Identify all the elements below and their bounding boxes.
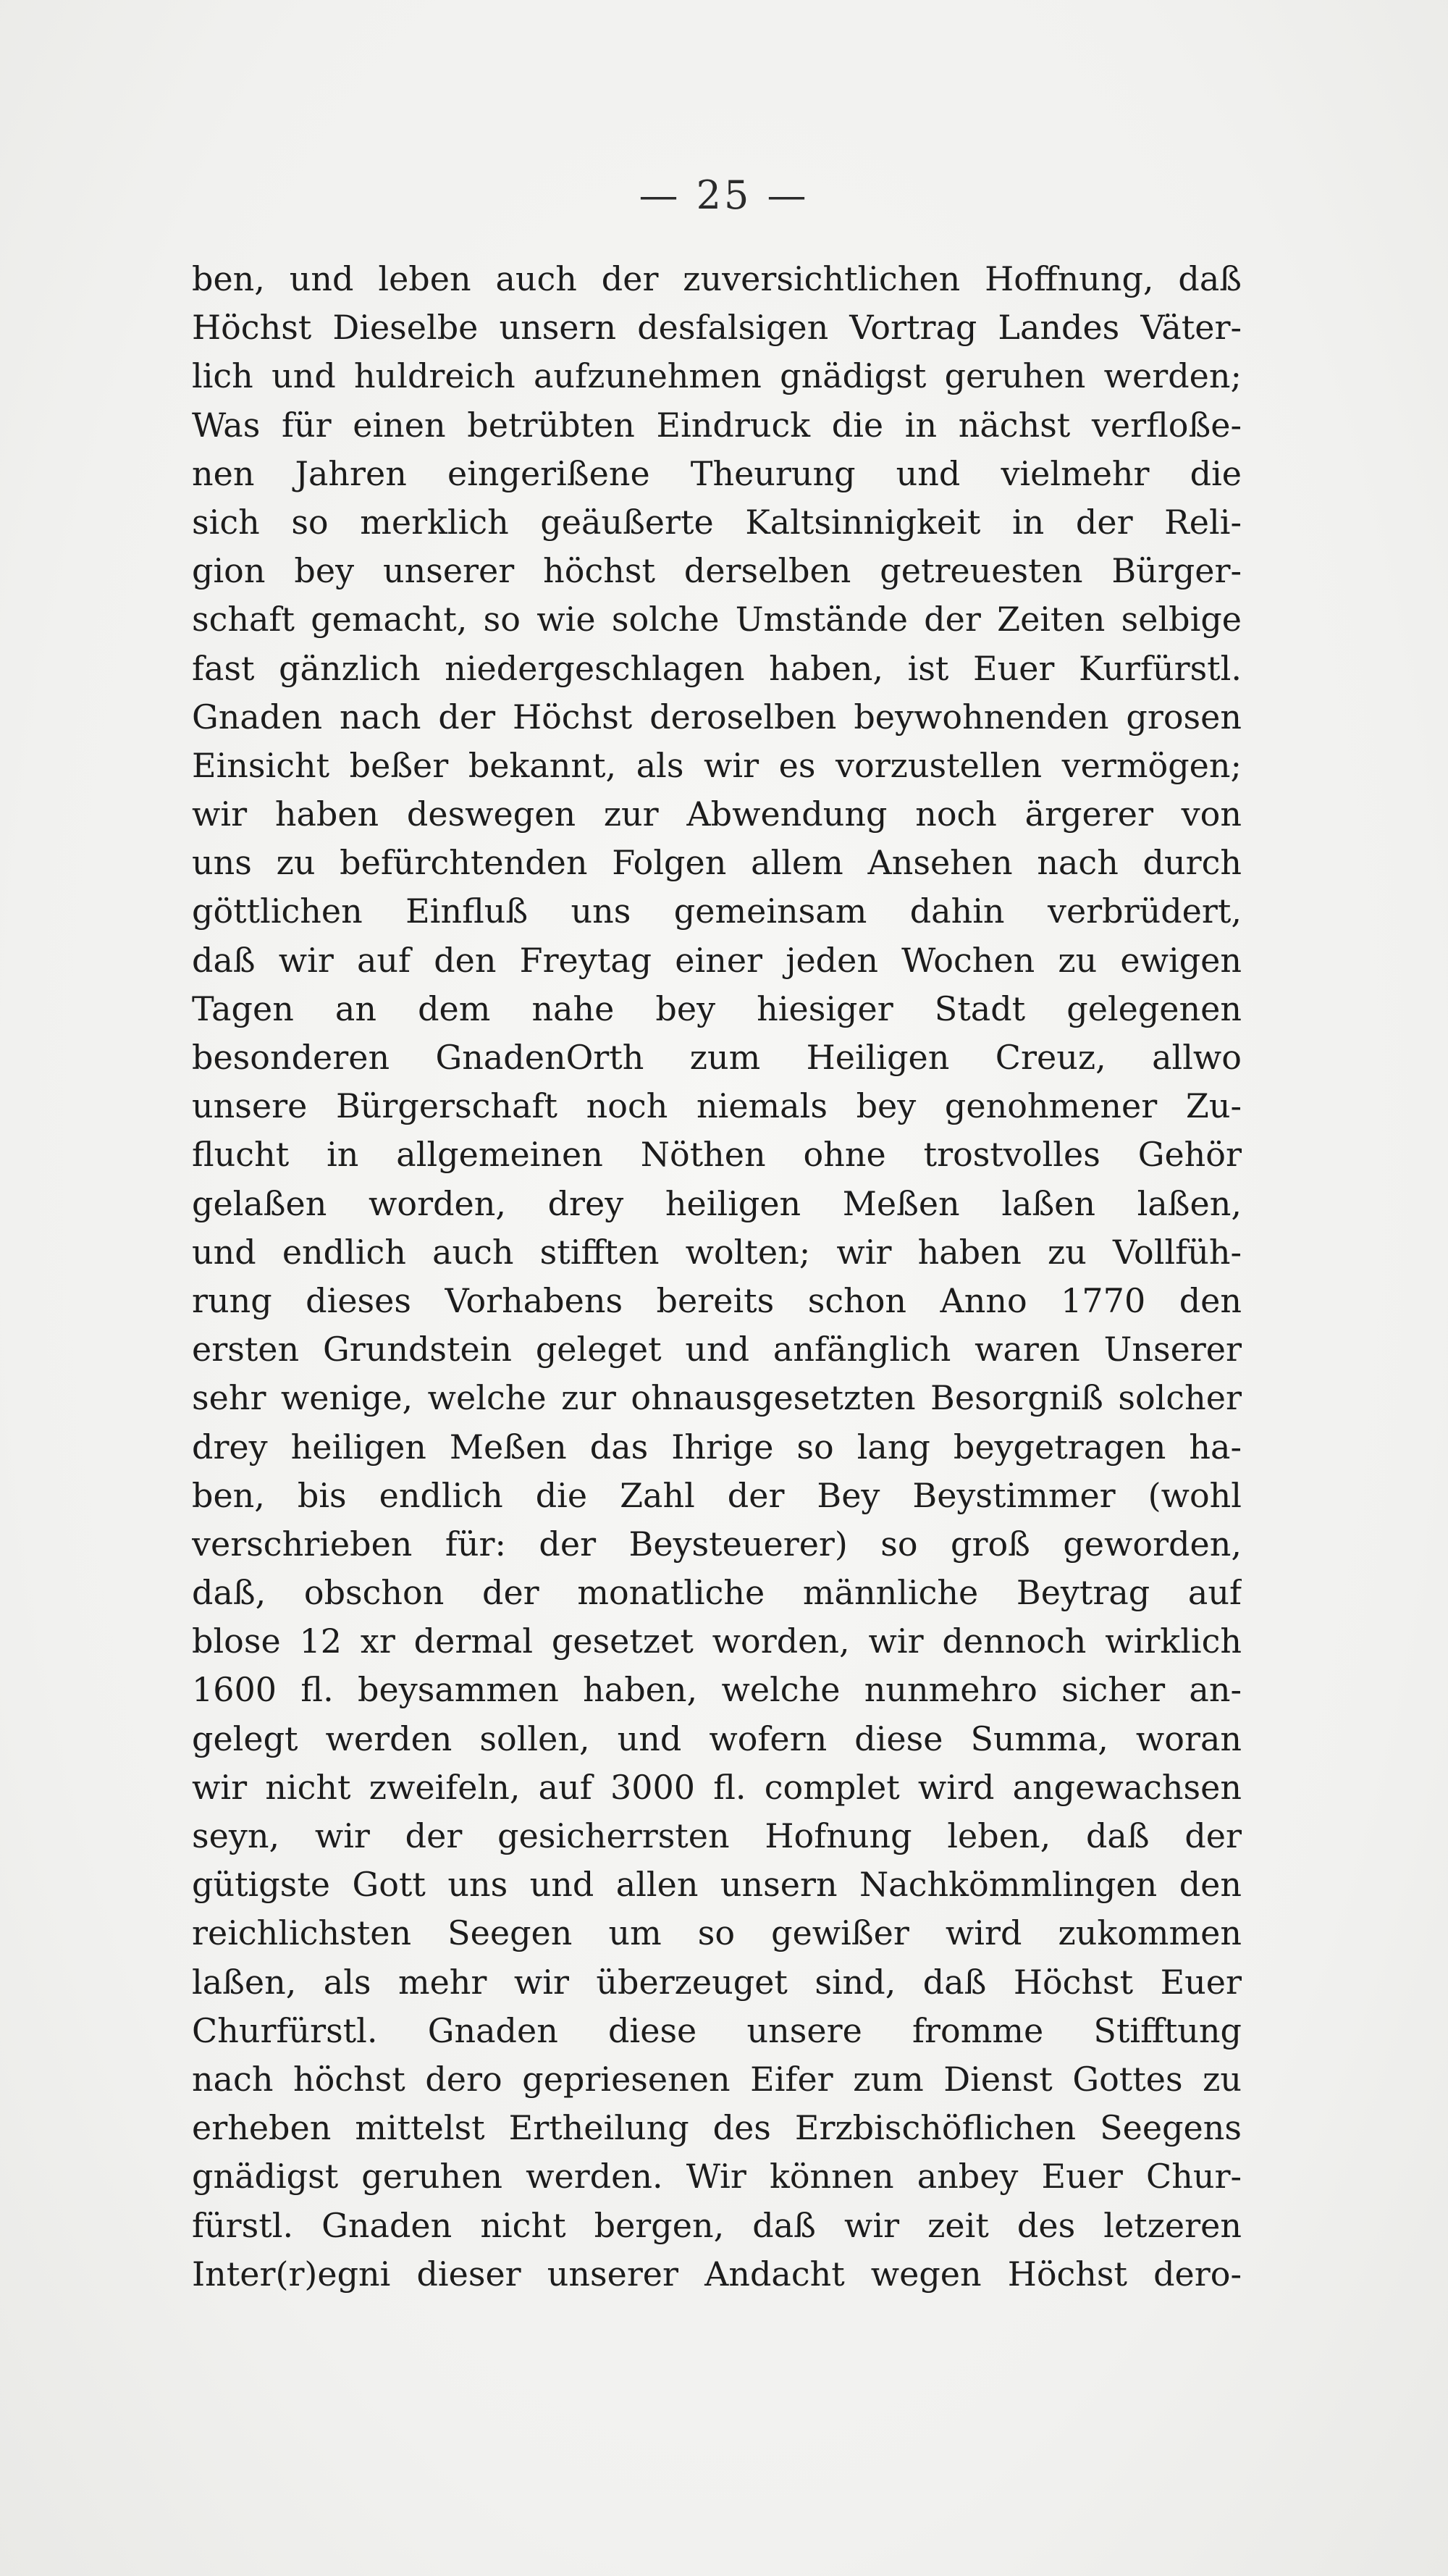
text-line: göttlichen Einfluß uns gemeinsam dahin verbrüdert, bbox=[192, 891, 1242, 931]
text-line: daß wir auf den Freytag einer jeden Wochen zu ewigen bbox=[192, 940, 1242, 980]
text-line: und endlich auch stifften wolten; wir haben zu Vollfüh- bbox=[192, 1232, 1242, 1272]
text-line: lich und huldreich aufzunehmen gnädigst geruhen werden; bbox=[192, 356, 1242, 396]
text-line: gion bey unserer höchst derselben getreuesten Bürger- bbox=[192, 551, 1242, 591]
text-line: wir nicht zweifeln, auf 3000 fl. complet wird angewachsen bbox=[192, 1767, 1242, 1807]
text-line: sich so merklich geäußerte Kaltsinnigkeit in der Reli- bbox=[192, 502, 1242, 542]
text-line: reichlichsten Seegen um so gewißer wird zukommen bbox=[192, 1913, 1242, 1953]
text-line: gelaßen worden, drey heiligen Meßen laßen laßen, bbox=[192, 1183, 1242, 1223]
text-line: daß, obschon der monatliche männliche Beytrag auf bbox=[192, 1573, 1242, 1613]
text-line: unsere Bürgerschaft noch niemals bey genohmener Zu- bbox=[192, 1086, 1242, 1126]
text-line: uns zu befürchtenden Folgen allem Ansehen nach durch bbox=[192, 843, 1242, 883]
text-line: Gnaden nach der Höchst deroselben beywohnenden grosen bbox=[192, 697, 1242, 737]
text-line: verschrieben für: der Beysteuerer) so groß geworden, bbox=[192, 1524, 1242, 1564]
text-line: laßen, als mehr wir überzeuget sind, daß Höchst Euer bbox=[192, 1962, 1242, 2002]
text-line: gütigste Gott uns und allen unsern Nachkömmlingen den bbox=[192, 1865, 1242, 1905]
text-line: 1600 fl. beysammen haben, welche nunmehro sicher an- bbox=[192, 1670, 1242, 1710]
text-line: Höchst Dieselbe unsern desfalsigen Vortrag Landes Väter- bbox=[192, 308, 1242, 348]
text-line: rung dieses Vorhabens bereits schon Anno 1770 den bbox=[192, 1280, 1242, 1320]
text-line: gnädigst geruhen werden. Wir können anbey Euer Chur- bbox=[192, 2157, 1242, 2197]
text-line: ben, bis endlich die Zahl der Bey Beystimmer (wohl bbox=[192, 1475, 1242, 1515]
text-line: Einsicht beßer bekannt, als wir es vorzustellen vermögen; bbox=[192, 745, 1242, 785]
text-line: Was für einen betrübten Eindruck die in nächst verfloße- bbox=[192, 405, 1242, 445]
text-line: ersten Grundstein geleget und anfänglich waren Unserer bbox=[192, 1330, 1242, 1369]
text-line: Tagen an dem nahe bey hiesiger Stadt gelegenen bbox=[192, 989, 1242, 1028]
text-line: seyn, wir der gesicherrsten Hofnung leben, daß der bbox=[192, 1816, 1242, 1855]
text-line: nen Jahren eingerißene Theurung und vielmehr die bbox=[192, 453, 1242, 493]
text-line: nach höchst dero gepriesenen Eifer zum Dienst Gottes zu bbox=[192, 2059, 1242, 2099]
text-line: sehr wenige, welche zur ohnausgesetzten Besorgniß solcher bbox=[192, 1378, 1242, 1418]
text-line: Inter(r)egni dieser unserer Andacht wegen Höchst dero- bbox=[192, 2254, 1242, 2294]
text-line: schaft gemacht, so wie solche Umstände der Zeiten selbige bbox=[192, 600, 1242, 639]
text-line: besonderen GnadenOrth zum Heiligen Creuz, allwo bbox=[192, 1038, 1242, 1077]
text-line: drey heiligen Meßen das Ihrige so lang beygetragen ha- bbox=[192, 1427, 1242, 1467]
text-line: Churfürstl. Gnaden diese unsere fromme Stifftung bbox=[192, 2010, 1242, 2050]
text-line: flucht in allgemeinen Nöthen ohne trostvolles Gehör bbox=[192, 1135, 1242, 1175]
text-line: fürstl. Gnaden nicht bergen, daß wir zeit des letzeren bbox=[192, 2205, 1242, 2245]
text-line: wir haben deswegen zur Abwendung noch ärgerer von bbox=[192, 794, 1242, 834]
text-line: ben, und leben auch der zuversichtlichen Hoffnung, daß bbox=[192, 259, 1242, 298]
text-line: gelegt werden sollen, und wofern diese Summa, woran bbox=[192, 1719, 1242, 1758]
text-line: blose 12 xr dermal gesetzet worden, wir dennoch wirklich bbox=[192, 1621, 1242, 1661]
page-number: — 25 — bbox=[639, 172, 809, 218]
text-line: erheben mittelst Ertheilung des Erzbischöflichen Seegens bbox=[192, 2108, 1242, 2148]
body-text bbox=[192, 255, 1242, 2299]
text-line: fast gänzlich niedergeschlagen haben, ist Euer Kurfürstl. bbox=[192, 648, 1242, 688]
